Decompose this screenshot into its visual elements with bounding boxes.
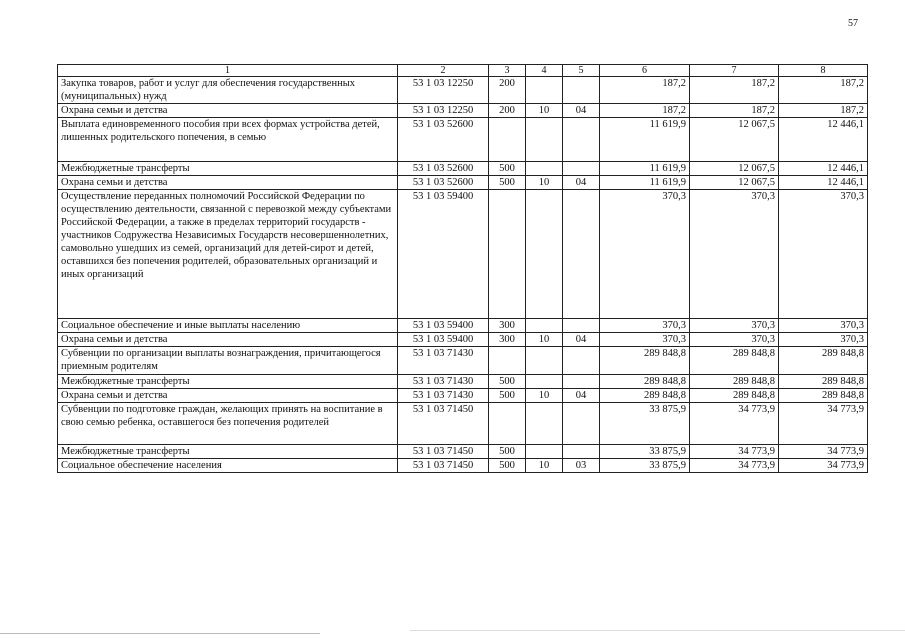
row-value-1: 33 875,9 [600,459,690,473]
row-pr: 04 [563,176,600,190]
row-code: 53 1 03 71430 [398,375,489,389]
table-row [58,347,868,375]
row-vr: 500 [489,162,526,176]
row-pr [563,445,600,459]
row-name: Охрана семьи и детства [58,104,398,118]
row-name: Субвенции по подготовке граждан, желающих принять на воспитание в свою семью ребенка, оставшегося без попечения родителей [58,403,398,445]
row-value-1: 33 875,9 [600,445,690,459]
header-cell: 7 [690,65,779,77]
row-rz [526,319,563,333]
row-code: 53 1 03 71450 [398,445,489,459]
table-row [58,176,868,190]
row-value-3: 34 773,9 [779,403,868,445]
row-vr: 500 [489,389,526,403]
row-code: 53 1 03 59400 [398,319,489,333]
row-rz [526,403,563,445]
row-name: Осуществление переданных полномочий Российской Федерации по осуществлению деятельности, связанной с перевозкой между субъектами Российской Федерации, а также в пределах территорий государств - участников Содружества Независимых Государств несовершеннолетних, самовольно ушедших из семей, организаций для детей-сирот и детей, оставшихся без попечения родителей, образовательных организаций и иных организаций [58,190,398,319]
header-cell: 8 [779,65,868,77]
table-row [58,190,868,319]
row-vr: 500 [489,375,526,389]
row-pr: 04 [563,333,600,347]
row-rz [526,162,563,176]
row-value-2: 12 067,5 [690,162,779,176]
row-code: 53 1 03 71430 [398,389,489,403]
row-value-2: 187,2 [690,104,779,118]
table-row [58,319,868,333]
table-row [58,118,868,162]
row-rz: 10 [526,459,563,473]
row-value-3: 370,3 [779,190,868,319]
page-number: 57 [848,18,858,29]
row-pr [563,190,600,319]
row-pr [563,347,600,375]
row-name: Межбюджетные трансферты [58,375,398,389]
row-value-3: 12 446,1 [779,176,868,190]
row-value-3: 370,3 [779,319,868,333]
row-code: 53 1 03 71450 [398,403,489,445]
row-vr [489,347,526,375]
page-edge-line [410,630,905,631]
row-name: Социальное обеспечение населения [58,459,398,473]
row-vr [489,403,526,445]
row-code: 53 1 03 59400 [398,333,489,347]
row-vr: 200 [489,77,526,104]
row-pr [563,375,600,389]
row-code: 53 1 03 71450 [398,459,489,473]
table-row [58,333,868,347]
table-header-row [58,65,868,77]
row-rz: 10 [526,176,563,190]
row-code: 53 1 03 52600 [398,118,489,162]
row-value-2: 370,3 [690,333,779,347]
header-cell: 4 [526,65,563,77]
row-pr [563,403,600,445]
row-rz [526,118,563,162]
row-name: Выплата единовременного пособия при всех формах устройства детей, лишенных родительского попечения, в семью [58,118,398,162]
header-cell: 5 [563,65,600,77]
table-row [58,459,868,473]
table-row [58,104,868,118]
row-value-2: 12 067,5 [690,176,779,190]
row-value-1: 370,3 [600,333,690,347]
row-pr [563,319,600,333]
row-value-1: 370,3 [600,319,690,333]
row-value-1: 11 619,9 [600,162,690,176]
table-row [58,375,868,389]
header-cell: 1 [58,65,398,77]
row-name: Межбюджетные трансферты [58,162,398,176]
row-value-3: 12 446,1 [779,162,868,176]
row-value-3: 289 848,8 [779,389,868,403]
row-value-1: 370,3 [600,190,690,319]
row-name: Закупка товаров, работ и услуг для обеспечения государственных (муниципальных) нужд [58,77,398,104]
row-value-1: 33 875,9 [600,403,690,445]
row-value-1: 11 619,9 [600,118,690,162]
header-cell: 3 [489,65,526,77]
row-vr: 300 [489,333,526,347]
row-pr [563,162,600,176]
row-vr [489,118,526,162]
row-value-1: 11 619,9 [600,176,690,190]
row-rz [526,375,563,389]
row-value-3: 289 848,8 [779,375,868,389]
budget-table [57,64,868,473]
row-value-2: 34 773,9 [690,445,779,459]
row-vr: 300 [489,319,526,333]
table-row [58,403,868,445]
row-rz [526,445,563,459]
row-value-2: 34 773,9 [690,459,779,473]
row-value-3: 34 773,9 [779,445,868,459]
page-edge-line [0,633,320,634]
row-value-2: 12 067,5 [690,118,779,162]
row-value-2: 289 848,8 [690,389,779,403]
row-vr: 500 [489,445,526,459]
row-rz: 10 [526,333,563,347]
row-pr: 03 [563,459,600,473]
row-pr: 04 [563,389,600,403]
row-vr [489,190,526,319]
row-code: 53 1 03 12250 [398,104,489,118]
row-value-3: 187,2 [779,77,868,104]
row-name: Охрана семьи и детства [58,176,398,190]
row-name: Охрана семьи и детства [58,389,398,403]
row-value-3: 370,3 [779,333,868,347]
row-code: 53 1 03 12250 [398,77,489,104]
row-pr [563,118,600,162]
row-rz [526,77,563,104]
row-rz [526,347,563,375]
row-name: Социальное обеспечение и иные выплаты населению [58,319,398,333]
row-value-1: 289 848,8 [600,389,690,403]
header-cell: 6 [600,65,690,77]
row-value-1: 187,2 [600,77,690,104]
table-row [58,77,868,104]
table-row [58,162,868,176]
row-vr: 200 [489,104,526,118]
row-name: Охрана семьи и детства [58,333,398,347]
row-name: Межбюджетные трансферты [58,445,398,459]
row-pr: 04 [563,104,600,118]
row-value-2: 370,3 [690,190,779,319]
row-value-3: 12 446,1 [779,118,868,162]
row-value-2: 289 848,8 [690,347,779,375]
row-value-1: 187,2 [600,104,690,118]
row-rz: 10 [526,389,563,403]
row-value-3: 34 773,9 [779,459,868,473]
row-code: 53 1 03 59400 [398,190,489,319]
row-code: 53 1 03 52600 [398,176,489,190]
row-value-3: 289 848,8 [779,347,868,375]
row-value-2: 289 848,8 [690,375,779,389]
table-row [58,389,868,403]
row-code: 53 1 03 52600 [398,162,489,176]
header-cell: 2 [398,65,489,77]
row-value-1: 289 848,8 [600,347,690,375]
row-pr [563,77,600,104]
row-value-2: 187,2 [690,77,779,104]
row-rz [526,190,563,319]
row-value-3: 187,2 [779,104,868,118]
row-name: Субвенции по организации выплаты вознаграждения, причитающегося приемным родителям [58,347,398,375]
row-vr: 500 [489,459,526,473]
row-value-2: 370,3 [690,319,779,333]
table-row [58,445,868,459]
row-code: 53 1 03 71430 [398,347,489,375]
row-vr: 500 [489,176,526,190]
row-rz: 10 [526,104,563,118]
row-value-1: 289 848,8 [600,375,690,389]
row-value-2: 34 773,9 [690,403,779,445]
